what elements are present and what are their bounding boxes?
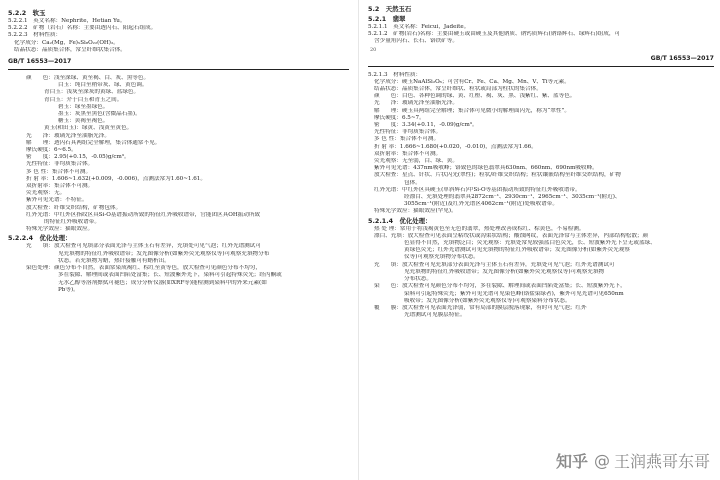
page-number: 20 — [370, 46, 377, 53]
zhihu-watermark — [556, 449, 710, 472]
text-line: 紫外可见光谱：不特征。 — [26, 197, 88, 204]
header-rule — [8, 69, 349, 70]
text-line: 放大检查：纤维交织结构，矿物包体。 — [26, 204, 122, 211]
text-line: 荧光观察：无。 — [26, 190, 66, 197]
text-line: 染色处理：颜色分布不自然，表面常染成褐红、棕红至黄等色，放大检查可见颜色分布不均匀， — [26, 265, 261, 272]
text-line: 覆 膜：放大检查可见表面光泽弱，常有局部的膜层脱落现象，有时可见气泡；红外 — [374, 304, 587, 311]
section-heading-natural-jade: 5.2 天然玉石 — [368, 5, 412, 13]
section-heading-treatment: 5.2.1.4 优化处理： — [368, 216, 432, 225]
text-line: 3055cm⁻¹(附近)及红外光谱区4062cm⁻¹(附近)处吸收谱带。 — [404, 201, 558, 208]
nephrite-treatment — [8, 243, 349, 293]
right-page — [362, 0, 720, 480]
text-line: 红外光谱：中红外区指纹区具Si-O基谱振动所致的特征红外吸收谱带，官能团区具OH振动所致 — [26, 211, 261, 218]
text-line: 紫外可见光谱：437nm吸收峰；铬致色的绿色翡翠具630nm、660nm、690nm吸收峰。 — [374, 165, 598, 172]
text-line: 多 色 性：集合体不可测。 — [374, 136, 440, 143]
text-line: 状态。若充填物为蜡，热针接触可有蜡析出。 — [58, 257, 170, 264]
text-line: 特殊光学效应：猫眼效应(罕见)。 — [374, 208, 457, 215]
text-line: 结晶状态：晶质集合体，常呈纤维状、粒状或局部为柱状的集合体。 — [374, 86, 542, 93]
watermark-author: 王润燕哥东哥 — [613, 452, 710, 471]
text-line: 密 度：2.95(+0.15，-0.05)g/cm³。 — [26, 154, 130, 161]
at-symbol: @ — [593, 451, 610, 470]
text-line: 光 泽：玻璃光泽至油脂光泽。 — [26, 132, 110, 139]
nephrite-properties — [8, 75, 349, 233]
zhihu-logo-text: 知乎 — [555, 452, 588, 471]
text-line: 双折射率：集合体不可测。 — [26, 183, 94, 190]
text-line: 的特征红外吸收谱带。 — [44, 219, 100, 226]
text-line: 解 理：硬玉具两组完全解理；集合体可见微小的解理面闪光，称为“翠性”。 — [374, 107, 570, 114]
text-line: 多 色 性：集合体不可测。 — [26, 168, 92, 175]
text-line: 化学成分：Ca₂(Mg，Fe)₅Si₈O₂₂(OH)₂。 — [14, 39, 119, 46]
nephrite-intro — [8, 18, 349, 54]
standard-code: GB/T 16553—2017 — [8, 58, 72, 66]
text-line: 5.2.1.3 材料性质： — [368, 71, 422, 78]
text-line: 墨玉：灰黑至黑色(含微晶石墨)。 — [58, 111, 141, 118]
text-line: 放大检查：星点、针状、片状闪光(翠性)；粒状/纤维交织结构；粒状镶嵌结构至纤维交织结构，矿物 — [374, 172, 621, 179]
text-line: 双折射率：集合体不可测。 — [374, 150, 442, 157]
text-line: 多在裂隙、解理间或表面凹陷处富集；长、短波紫外光下，染料可引起特殊荧光；经丙酮或 — [58, 272, 282, 279]
text-line: 黄玉(和田玉)：绿黄、浅黄至黄色。 — [44, 125, 133, 132]
section-heading-nephrite: 5.2.2 软玉 — [8, 9, 46, 17]
text-line: 颜 色：浅至深绿、黄至褐、白、灰、黑等色。 — [26, 75, 150, 82]
text-line: 5.2.2.3 材料性质： — [8, 32, 62, 39]
text-line: 无水乙醇等溶剂擦拭可褪色；成分分析仪器(如XRF等)能检测到染料中的外来元素(如 — [58, 279, 267, 286]
text-line: 热 处 理：常用于将浅褐黄色至无色的翡翠，热处理改善成棕红、棕黄色，不易检测。 — [374, 225, 585, 232]
text-line: 荧光观察：无至弱，白、绿、黄。 — [374, 158, 458, 165]
text-line: 5.2.1.2 矿物(岩石)名称：主要由硬玉或由硬玉及其他钠质、钠钙质辉石(钠铬辉石、绿辉石)组成，可 — [368, 31, 621, 38]
text-line: 光性特征：非均质集合体。 — [374, 129, 442, 136]
text-line: 含少量角闪石、长石、铬铁矿等。 — [374, 38, 458, 45]
text-line: 糖玉：黄褐至褐色。 — [58, 118, 109, 125]
text-line: 经漂白、充填处理的翡翠具2872cm⁻¹、2930cm⁻¹、2965cm⁻¹、3035cm⁻¹(附近)、 — [404, 194, 621, 201]
text-line: 碧玉：绿至墨绿色。 — [58, 103, 109, 110]
page-divider — [358, 0, 359, 480]
text-line: 折 射 率：1.606~1.632(+0.009，-0.006)，点测法常为1.60~1.61。 — [26, 175, 206, 182]
jadeite-intro — [368, 24, 714, 46]
text-line: 染料可引起特殊荧光；紫外可见光谱可见染色峰(铬盐染绿者)，紫外可见光谱可见650nm — [404, 290, 624, 297]
text-line: 染 色：放大检查可见颜色分布不均匀，多在裂隙、解理间或表面凹陷处富集；长、短波紫外光下， — [374, 283, 626, 290]
text-line: 白玉：纯白至稍带灰、绿、黄色调。 — [58, 82, 148, 89]
text-line: 见充填物的特征红外吸收谱带；发光图像分析(如紫外荧光观察仪等)可观察充填物分布 — [58, 250, 270, 257]
section-heading-jadeite: 5.2.1 翡翠 — [368, 15, 406, 23]
standard-code: GB/T 16553—2017 — [650, 54, 714, 62]
jadeite-properties — [368, 72, 714, 216]
jadeite-treatment — [368, 226, 714, 320]
text-line: 漂白、充填：放大检查可见表面呈粘绞状或沟渠状结构；酸蚀网纹，表面光泽常与主体差异，内部结构松散；颜 — [374, 232, 649, 239]
text-line: 色显得不自然，充填物泛白；荧光观察：充填处常见较强蓝白色荧光，长、短波紫外光下呈无或蓝绿、 — [404, 240, 656, 247]
text-line: 充 填：放大检查可见填部分表面光泽与主体玉石有差异，充填处可见气泡；红外光谱测试可 — [26, 243, 261, 250]
text-line: 摩氏硬度：6~6.5。 — [26, 147, 77, 154]
section-heading-treatment: 5.2.2.4 优化处理： — [8, 234, 72, 243]
text-line: 见充填物的特征红外吸收谱带；发光图像分析(如紫外荧光观察仪等)可观察充填物 — [404, 268, 605, 275]
text-line: 吸收带；发光图像分析(如紫外荧光观察仪等)可观察染料分布状态。 — [404, 297, 571, 304]
text-line: 光谱测试可见膜层特征。 — [404, 312, 466, 319]
text-line: 包体。 — [404, 179, 421, 186]
text-line: 解 理：透闪石具两组完全解理，集合体通常不见。 — [26, 139, 161, 146]
left-page — [0, 0, 355, 480]
text-line: 5.2.2.2 矿物（岩石）名称：主要由透闪石、阳起石组成。 — [8, 25, 157, 32]
text-line: 充 填：放大检查可见充填部分表面光泽与主体玉石有差异，充填处可见气泡；红外光谱测试可 — [374, 261, 615, 268]
text-line: 结晶状态：晶质集合体，常呈纤维状集合体。 — [14, 46, 126, 53]
text-line: 化学成分：硬玉NaAlSi₂O₆；可含有Cr、Fe、Ca、Mg、Mn、V、Ti等元素。 — [374, 78, 570, 85]
text-line: 仪等)可观察充填物分布状态。 — [404, 254, 479, 261]
text-line: 分布状态。 — [404, 276, 432, 283]
text-line: 摩氏硬度：6.5~7。 — [374, 114, 425, 121]
text-line: 颜 色：白色、各种色调的绿、黄、红橙、褐、灰、黑、浅紫红、紫、蓝等色。 — [374, 93, 576, 100]
text-line: 特殊光学效应：猫眼效应。 — [26, 226, 94, 233]
text-line: 光 泽：玻璃光泽至油脂光泽。 — [374, 100, 458, 107]
text-line: 折 射 率：1.666~1.680(+0.020，-0.010)，点测法常为1.66。 — [374, 143, 537, 150]
text-line: 5.2.1.1 英文名称：Feicui，Jadeite。 — [368, 24, 470, 30]
text-line: 密 度：3.34(+0.11，-0.09)g/cm³。 — [374, 122, 478, 129]
text-line: 光性特征：非均质集合体。 — [26, 161, 94, 168]
text-line: Pb等)。 — [58, 286, 79, 293]
text-line: 红外光谱：中红外区具硬玉(单斜辉石)中Si-O等基团振动所致的特征红外吸收谱带。 — [374, 186, 581, 193]
header-rule — [368, 66, 714, 67]
text-line: 黄绿色荧光；红外光谱测试可见充填物的特征红外吸收谱带；发光图像分析(如紫外荧光观察 — [404, 247, 630, 254]
text-line: 青白玉：介于白玉和青玉之间。 — [44, 96, 123, 103]
text-line: 5.2.2.1 英文名称：Nephrite，Hetian Yu。 — [8, 18, 126, 24]
text-line: 青白玉：浅灰至深灰的黄绿、蓝绿色。 — [44, 89, 140, 96]
